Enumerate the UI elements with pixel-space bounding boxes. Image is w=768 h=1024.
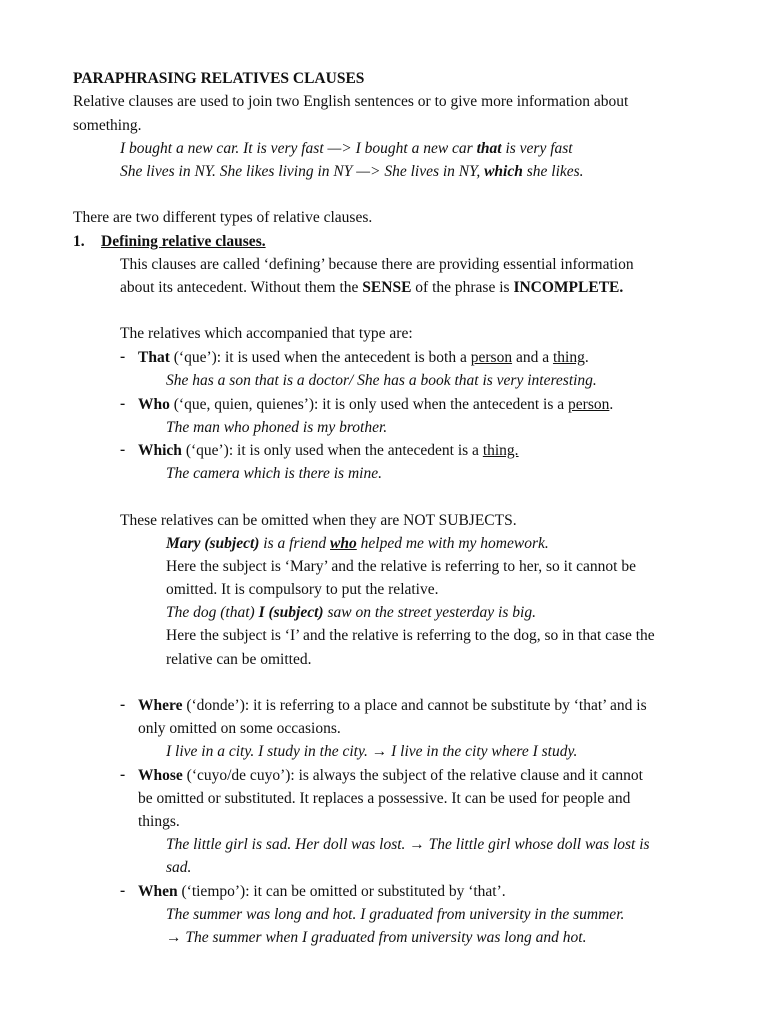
omission-example-1 [166,532,549,555]
example-text: she likes. [522,163,584,180]
text: (‘donde’): it is referring to a place and cannot be substitute by ‘that’ and is [182,697,647,714]
types-line: There are two different types of relative clauses. [73,209,373,226]
whose-item-line-1 [138,764,643,787]
which-item [138,439,519,462]
intro-line-1: Relative clauses are used to join two English sentences or to give more information about [73,93,629,110]
bullet-dash: - [120,441,126,458]
underlined-word: thing [552,349,585,366]
omission-example-2 [166,601,536,624]
section-paragraph-2 [120,276,623,299]
relatives-intro: The relatives which accompanied that type are: [120,325,413,342]
text: . [609,396,614,413]
whose-item-line-2: be omitted or substituted. It replaces a possessive. It can be used for people and [138,790,631,807]
text: and a [512,349,553,366]
section-heading [101,230,266,253]
whose-item-line-3: things. [138,813,180,830]
bullet-dash: - [120,882,126,899]
text: of the phrase is [411,279,514,296]
whose-example-line-2 [166,856,191,879]
section-heading-text: Defining relative clauses. [101,233,266,250]
who-item [138,393,613,416]
relative-word: Whose [138,767,183,784]
example-text: The summer was long and hot. I graduated from university in the summer. [166,906,625,923]
omission-explanation-2-line-2: relative can be omitted. [166,651,312,668]
example-text: sad. [166,859,192,876]
example-text: The little girl is sad. Her doll was lost. → The little girl whose doll was lost is [166,836,650,853]
subject-label: I (subject) [258,604,324,621]
example-relative: that [476,140,502,157]
intro-line-2: something. [73,117,142,134]
emphasis: INCOMPLETE. [513,279,624,296]
omission-explanation-1-line-2: omitted. It is compulsory to put the relative. [166,581,439,598]
text: . [584,349,589,366]
underlined-word: thing. [482,442,519,459]
bullet-dash: - [120,766,126,783]
intro-example-2 [120,160,584,183]
subject-label: Mary (subject) [166,535,260,552]
bullet-dash: - [120,696,126,713]
that-example [166,369,597,392]
intro-example-1 [120,137,573,160]
example-text: → The summer when I graduated from university was long and hot. [166,929,587,946]
where-item-line-1 [138,694,647,717]
text: (‘que’): it is used when the antecedent is both a [169,349,471,366]
example-text: I live in a city. I study in the city. → I live in the city where I study. [166,743,578,760]
text: (‘cuyo/de cuyo’): is always the subject of the relative clause and it cannot [182,767,643,784]
relative-word: Who [138,396,170,413]
relative-word: Which [138,442,182,459]
example-text: The camera which is there is mine. [166,465,382,482]
whose-example-line-1 [166,833,650,856]
relative-word: Where [138,697,183,714]
bullet-dash: - [120,348,126,365]
where-example [166,740,577,763]
which-example [166,462,382,485]
example-text: She lives in NY. She likes living in NY —> She lives in NY, [120,163,485,180]
example-text: is a friend [259,535,331,552]
example-text: She has a son that is a doctor/ She has a book that is very interesting. [166,372,597,389]
that-item [138,346,589,369]
text: about its antecedent. Without them the [120,279,363,296]
underlined-word: person [568,396,610,413]
text: (‘que, quien, quienes’): it is only used when the antecedent is a [169,396,569,413]
underlined-word: person [470,349,513,366]
example-text: The man who phoned is my brother. [166,419,388,436]
when-example-line-1 [166,903,624,926]
who-example [166,416,387,439]
example-text: saw on the street yesterday is big. [323,604,536,621]
section-number: 1. [73,233,85,250]
relative-word: When [138,883,178,900]
emphasis: SENSE [362,279,412,296]
example-text: helped me with my homework. [356,535,549,552]
example-text: I bought a new car. It is very fast —> I bought a new car [120,140,477,157]
omission-explanation-1-line-1: Here the subject is ‘Mary’ and the relative is referring to her, so it cannot be [166,558,636,575]
when-example-line-2 [166,926,587,949]
omission-explanation-2-line-1: Here the subject is ‘I’ and the relative is referring to the dog, so in that case the [166,627,655,644]
section-paragraph-1: This clauses are called ‘defining’ because there are providing essential information [120,256,634,273]
example-text: is very fast [501,140,573,157]
text: (‘que’): it is only used when the antecedent is a [181,442,483,459]
relative-word: That [138,349,170,366]
example-text: The dog (that) [166,604,259,621]
example-relative: who [330,535,357,552]
text: (‘tiempo’): it can be omitted or substituted by ‘that’. [177,883,506,900]
when-item [138,880,506,903]
omission-intro: These relatives can be omitted when they are NOT SUBJECTS. [120,512,517,529]
where-item-line-2: only omitted on some occasions. [138,720,341,737]
bullet-dash: - [120,395,126,412]
example-relative: which [484,163,523,180]
page-title: PARAPHRASING RELATIVES CLAUSES [73,70,365,87]
